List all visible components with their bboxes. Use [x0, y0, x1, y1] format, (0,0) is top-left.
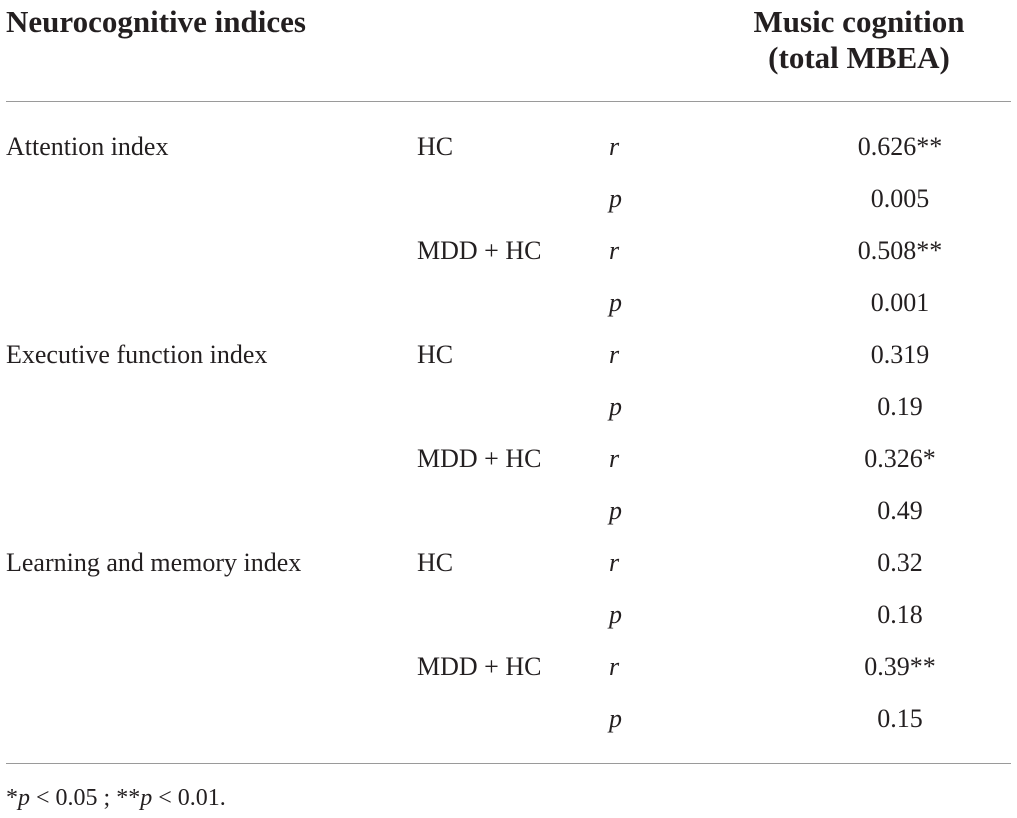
header-divider	[6, 101, 1011, 102]
column-header-music-cognition-line2: (total MBEA)	[768, 40, 950, 75]
statistic-value: 0.18	[877, 600, 923, 629]
table-row	[0, 693, 1017, 745]
group-label: HC	[417, 548, 454, 577]
footer-divider	[6, 763, 1011, 764]
statistic-label: r	[609, 444, 620, 473]
group-label: MDD + HC	[417, 444, 542, 473]
statistic-value: 0.626**	[857, 132, 943, 161]
footnote-threshold-001: < 0.01.	[152, 785, 226, 811]
table-row	[0, 329, 1017, 381]
footnote-threshold-005: < 0.05 ;	[30, 785, 117, 811]
table-row	[0, 381, 1017, 433]
footnote-p-symbol: p	[18, 785, 30, 811]
footnote-star-single: *	[6, 785, 18, 811]
table-row	[0, 173, 1017, 225]
statistic-value: 0.19	[877, 392, 923, 421]
index-name: Attention index	[6, 132, 169, 161]
group-label: MDD + HC	[417, 236, 542, 265]
column-header-neurocognitive-indices: Neurocognitive indices	[6, 4, 306, 39]
group-label: HC	[417, 132, 454, 161]
index-name: Executive function index	[6, 340, 268, 369]
statistic-value: 0.005	[870, 184, 930, 213]
statistic-label: p	[609, 600, 622, 629]
statistic-label: r	[609, 340, 620, 369]
group-label: HC	[417, 340, 454, 369]
group-label: MDD + HC	[417, 652, 542, 681]
statistic-value: 0.39**	[864, 652, 936, 681]
column-header-music-cognition	[694, 4, 1017, 76]
table-row	[0, 277, 1017, 329]
statistic-value: 0.319	[870, 340, 930, 369]
column-header-music-cognition-line1: Music cognition	[753, 4, 965, 39]
statistic-label: r	[609, 548, 620, 577]
table-row	[0, 225, 1017, 277]
footnote-p-symbol: p	[140, 785, 153, 811]
index-name: Learning and memory index	[6, 548, 302, 577]
statistic-value: 0.32	[877, 548, 923, 577]
statistic-value: 0.326*	[864, 444, 936, 473]
statistic-label: p	[609, 392, 622, 421]
table-row	[0, 589, 1017, 641]
table-row	[0, 537, 1017, 589]
table-footnote	[6, 778, 226, 818]
statistic-value: 0.508**	[857, 236, 943, 265]
statistic-label: p	[609, 288, 622, 317]
statistic-value: 0.001	[870, 288, 930, 317]
footnote-star-double: **	[116, 785, 141, 811]
statistic-value: 0.49	[877, 496, 923, 525]
statistic-value: 0.15	[877, 704, 923, 733]
statistic-label: p	[609, 496, 622, 525]
table-row	[0, 121, 1017, 173]
table-row	[0, 485, 1017, 537]
table-row	[0, 641, 1017, 693]
statistic-label: r	[609, 236, 620, 265]
statistic-label: r	[609, 132, 620, 161]
statistic-label: p	[609, 184, 622, 213]
table-row	[0, 433, 1017, 485]
statistic-label: p	[609, 704, 622, 733]
statistic-label: r	[609, 652, 620, 681]
